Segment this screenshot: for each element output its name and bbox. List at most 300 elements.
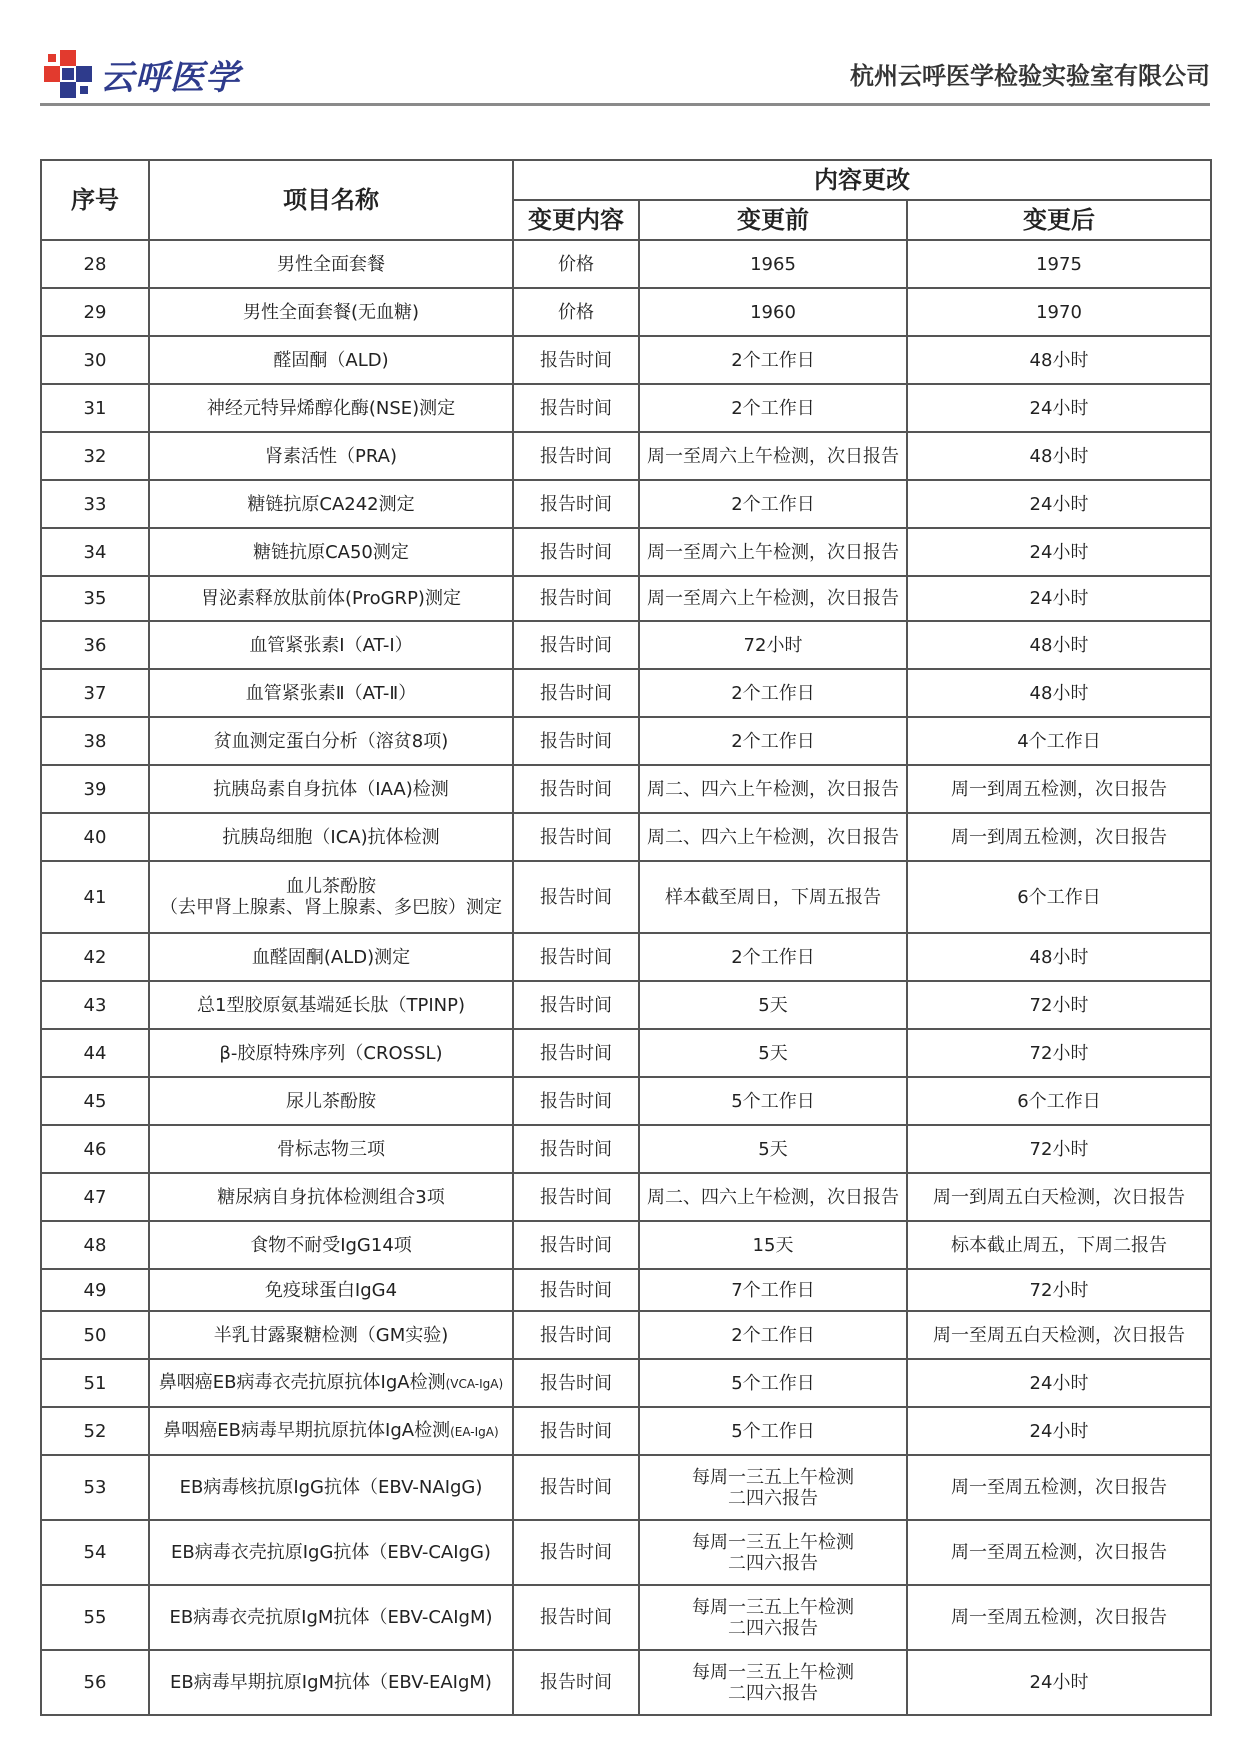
cell-before bbox=[639, 1173, 907, 1221]
header-divider bbox=[40, 103, 1210, 106]
cell-after-text: 周一到周五白天检测，次日报告 bbox=[933, 1186, 1185, 1208]
cell-change-text: 报告时间 bbox=[540, 588, 612, 609]
cell-index-text: 41 bbox=[83, 886, 107, 908]
cell-index-text: 45 bbox=[83, 1090, 107, 1112]
cell-name bbox=[149, 621, 513, 669]
cell-index-text: 31 bbox=[83, 397, 107, 419]
cell-name-text: 糖链抗原CA50测定 bbox=[253, 541, 409, 563]
cell-change-text: 报告时间 bbox=[540, 1420, 612, 1442]
cell-after bbox=[907, 981, 1211, 1029]
cell-before-text: 周二、四六上午检测，次日报告 bbox=[647, 778, 899, 800]
cell-name-text: （去甲肾上腺素、肾上腺素、多巴胺）测定 bbox=[160, 897, 502, 918]
table-row bbox=[41, 717, 1211, 765]
cell-change bbox=[513, 669, 639, 717]
cell-before-text: 5个工作日 bbox=[731, 1372, 815, 1394]
cell-change-text: 报告时间 bbox=[540, 1372, 612, 1394]
cell-change bbox=[513, 240, 639, 288]
cell-name-text: 血儿茶酚胺 bbox=[286, 876, 376, 897]
cell-after-text: 1975 bbox=[1036, 253, 1082, 275]
cell-change-text: 报告时间 bbox=[540, 826, 612, 848]
cell-name-text: 血醛固酮(ALD)测定 bbox=[251, 946, 411, 968]
cell-name bbox=[149, 288, 513, 336]
cell-index-text: 37 bbox=[83, 682, 107, 704]
cell-name bbox=[149, 1650, 513, 1715]
cell-index-text: 35 bbox=[83, 588, 107, 609]
cell-after bbox=[907, 1455, 1211, 1520]
cell-change-text: 报告时间 bbox=[540, 1186, 612, 1208]
cell-after bbox=[907, 1173, 1211, 1221]
cell-before-text: 周一至周六上午检测，次日报告 bbox=[647, 588, 899, 609]
cell-index bbox=[41, 1029, 149, 1077]
cell-change bbox=[513, 1585, 639, 1650]
cell-before bbox=[639, 336, 907, 384]
cell-name bbox=[149, 1077, 513, 1125]
cell-before bbox=[639, 1221, 907, 1269]
cell-after bbox=[907, 1125, 1211, 1173]
cell-name bbox=[149, 1173, 513, 1221]
cell-after bbox=[907, 288, 1211, 336]
cell-change bbox=[513, 621, 639, 669]
cell-name bbox=[149, 717, 513, 765]
cell-name-text: EB病毒衣壳抗原IgG抗体（EBV-CAIgG) bbox=[171, 1542, 491, 1563]
cell-index-text: 51 bbox=[83, 1372, 107, 1394]
cell-before-text: 2个工作日 bbox=[731, 946, 815, 968]
cell-before bbox=[639, 765, 907, 813]
cell-index-text: 30 bbox=[83, 349, 107, 371]
cell-before-text: 1960 bbox=[750, 301, 796, 323]
change-table bbox=[40, 159, 1212, 1716]
cell-index-text: 40 bbox=[83, 826, 107, 848]
cell-after bbox=[907, 336, 1211, 384]
cell-after bbox=[907, 528, 1211, 576]
cell-after bbox=[907, 432, 1211, 480]
cell-index-text: 33 bbox=[83, 493, 107, 515]
cell-before-text: 样本截至周日，下周五报告 bbox=[665, 886, 881, 908]
cell-index bbox=[41, 813, 149, 861]
cell-index bbox=[41, 981, 149, 1029]
cell-name bbox=[149, 813, 513, 861]
header-after: 变更后 bbox=[907, 200, 1211, 240]
table-row bbox=[41, 432, 1211, 480]
cell-index-text: 56 bbox=[83, 1672, 107, 1693]
cell-after-text: 48小时 bbox=[1029, 682, 1089, 704]
cell-after bbox=[907, 384, 1211, 432]
cell-after-text: 24小时 bbox=[1029, 397, 1089, 419]
cell-before-text: 周二、四六上午检测，次日报告 bbox=[647, 826, 899, 848]
cell-after-text: 周一至周五检测，次日报告 bbox=[951, 1607, 1167, 1628]
cell-before bbox=[639, 384, 907, 432]
cell-before-text: 每周一三五上午检测 bbox=[692, 1466, 854, 1488]
cell-before-text: 5天 bbox=[758, 994, 788, 1016]
cell-before-text: 7个工作日 bbox=[731, 1279, 815, 1301]
cell-name-text: EB病毒早期抗原IgM抗体（EBV-EAIgM) bbox=[170, 1672, 492, 1693]
cell-after bbox=[907, 813, 1211, 861]
cell-before-text: 1965 bbox=[750, 253, 796, 275]
cell-index-text: 52 bbox=[83, 1420, 107, 1442]
cell-name-text: EB病毒衣壳抗原IgM抗体（EBV-CAIgM) bbox=[169, 1607, 493, 1628]
cell-name-text: 骨标志物三项 bbox=[277, 1138, 385, 1160]
cell-before-text: 2个工作日 bbox=[731, 1324, 815, 1346]
cell-name-text: 尿儿茶酚胺 bbox=[286, 1090, 376, 1112]
cell-change-text: 报告时间 bbox=[540, 1090, 612, 1112]
cell-after-text: 周一至周五白天检测，次日报告 bbox=[933, 1324, 1185, 1346]
cell-after bbox=[907, 240, 1211, 288]
cell-name-text: 肾素活性（PRA) bbox=[265, 445, 397, 467]
cell-change bbox=[513, 1520, 639, 1585]
cell-before-text: 72小时 bbox=[743, 634, 803, 656]
cell-after-text: 周一至周五检测，次日报告 bbox=[951, 1542, 1167, 1563]
cell-before bbox=[639, 933, 907, 981]
cell-change-text: 报告时间 bbox=[540, 349, 612, 371]
cell-name-text: 血管紧张素Ⅰ（AT-Ⅰ） bbox=[249, 634, 413, 656]
cell-after-text: 周一到周五检测，次日报告 bbox=[951, 826, 1167, 848]
cell-name-text: 总1型胶原氨基端延长肽（TPINP) bbox=[197, 994, 465, 1016]
table-row bbox=[41, 621, 1211, 669]
cell-after-text: 72小时 bbox=[1029, 1279, 1089, 1301]
cell-change bbox=[513, 1125, 639, 1173]
cell-index-text: 44 bbox=[83, 1042, 107, 1064]
cell-after-text: 6个工作日 bbox=[1017, 886, 1101, 908]
cell-name-text: 胃泌素释放肽前体(ProGRP)测定 bbox=[201, 588, 461, 609]
cell-change-text: 报告时间 bbox=[540, 541, 612, 563]
cell-change-text: 报告时间 bbox=[540, 994, 612, 1016]
cell-index bbox=[41, 1359, 149, 1407]
cell-change-text: 报告时间 bbox=[540, 1324, 612, 1346]
cell-name-text: (VCA-IgA) bbox=[445, 1376, 504, 1391]
table-row bbox=[41, 576, 1211, 621]
cell-before-text: 2个工作日 bbox=[731, 397, 815, 419]
cell-change bbox=[513, 981, 639, 1029]
cell-index-text: 36 bbox=[83, 634, 107, 656]
cell-name bbox=[149, 1029, 513, 1077]
table-row bbox=[41, 861, 1211, 933]
cell-before-text: 周二、四六上午检测，次日报告 bbox=[647, 1186, 899, 1208]
cell-name bbox=[149, 1125, 513, 1173]
cell-before bbox=[639, 1311, 907, 1359]
cell-before bbox=[639, 1650, 907, 1715]
cell-after-text: 48小时 bbox=[1029, 445, 1089, 467]
cell-change-text: 报告时间 bbox=[540, 730, 612, 752]
cell-index bbox=[41, 1650, 149, 1715]
cell-name bbox=[149, 528, 513, 576]
cell-change-text: 报告时间 bbox=[540, 1234, 612, 1256]
cell-change-text: 报告时间 bbox=[540, 1672, 612, 1693]
cell-before bbox=[639, 288, 907, 336]
cell-change bbox=[513, 1221, 639, 1269]
cell-name-text: 糖链抗原CA242测定 bbox=[247, 493, 415, 515]
table-row bbox=[41, 1221, 1211, 1269]
cell-change bbox=[513, 717, 639, 765]
cell-before bbox=[639, 240, 907, 288]
cell-name-text: 血管紧张素Ⅱ（AT-Ⅱ） bbox=[245, 682, 417, 704]
cell-before bbox=[639, 981, 907, 1029]
cell-after bbox=[907, 861, 1211, 933]
cell-change-text: 报告时间 bbox=[540, 778, 612, 800]
cell-before bbox=[639, 717, 907, 765]
cell-before-text: 5个工作日 bbox=[731, 1420, 815, 1442]
cell-change bbox=[513, 1359, 639, 1407]
cell-name-text: 抗胰岛细胞（ICA)抗体检测 bbox=[222, 826, 440, 848]
cell-name bbox=[149, 669, 513, 717]
cell-change bbox=[513, 1455, 639, 1520]
cell-before bbox=[639, 1455, 907, 1520]
cell-change-text: 报告时间 bbox=[540, 946, 612, 968]
cell-index bbox=[41, 1077, 149, 1125]
table-row bbox=[41, 765, 1211, 813]
cell-name bbox=[149, 480, 513, 528]
header-change: 变更内容 bbox=[513, 200, 639, 240]
cell-after-text: 4个工作日 bbox=[1017, 730, 1101, 752]
table-row bbox=[41, 1173, 1211, 1221]
cell-before bbox=[639, 528, 907, 576]
cell-change bbox=[513, 1650, 639, 1715]
table-row bbox=[41, 336, 1211, 384]
cell-before-text: 5个工作日 bbox=[731, 1090, 815, 1112]
cell-name-text: 鼻咽癌EB病毒早期抗原抗体IgA检测 bbox=[163, 1419, 451, 1441]
cell-name bbox=[149, 336, 513, 384]
table-row bbox=[41, 288, 1211, 336]
cell-change-text: 报告时间 bbox=[540, 1279, 612, 1301]
cell-after bbox=[907, 621, 1211, 669]
cell-change bbox=[513, 288, 639, 336]
cell-change bbox=[513, 384, 639, 432]
cell-after bbox=[907, 1029, 1211, 1077]
cell-before-text: 每周一三五上午检测 bbox=[692, 1531, 854, 1553]
cell-before-text: 二四六报告 bbox=[728, 1552, 818, 1574]
table-row bbox=[41, 240, 1211, 288]
table-row bbox=[41, 1359, 1211, 1407]
cell-name bbox=[149, 933, 513, 981]
logo bbox=[40, 46, 240, 102]
cell-index bbox=[41, 861, 149, 933]
cell-index-text: 38 bbox=[83, 730, 107, 752]
cell-before-text: 二四六报告 bbox=[728, 1617, 818, 1639]
cell-change bbox=[513, 813, 639, 861]
cell-before bbox=[639, 621, 907, 669]
cell-index-text: 39 bbox=[83, 778, 107, 800]
cell-after-text: 24小时 bbox=[1029, 1420, 1089, 1442]
table-row bbox=[41, 813, 1211, 861]
cell-before bbox=[639, 813, 907, 861]
cell-index bbox=[41, 1585, 149, 1650]
cell-before bbox=[639, 1077, 907, 1125]
cell-change-text: 报告时间 bbox=[540, 1477, 612, 1498]
table-row bbox=[41, 1311, 1211, 1359]
cell-index bbox=[41, 1125, 149, 1173]
table-row bbox=[41, 1650, 1211, 1715]
cell-name-text: 神经元特异烯醇化酶(NSE)测定 bbox=[206, 397, 456, 419]
cell-after-text: 72小时 bbox=[1029, 994, 1089, 1016]
cell-change bbox=[513, 861, 639, 933]
cell-after bbox=[907, 576, 1211, 621]
cell-after bbox=[907, 765, 1211, 813]
company-name: 杭州云呼医学检验实验室有限公司 bbox=[850, 62, 1210, 90]
cell-index bbox=[41, 432, 149, 480]
cell-after bbox=[907, 1407, 1211, 1455]
cell-before-text: 2个工作日 bbox=[731, 730, 815, 752]
cell-before-text: 2个工作日 bbox=[731, 349, 815, 371]
cell-index-text: 28 bbox=[83, 253, 107, 275]
cell-before-text: 二四六报告 bbox=[728, 1682, 818, 1704]
cell-name bbox=[149, 1455, 513, 1520]
cell-index bbox=[41, 1311, 149, 1359]
cell-after-text: 72小时 bbox=[1029, 1042, 1089, 1064]
cell-name-text: 食物不耐受IgG14项 bbox=[250, 1234, 412, 1256]
cell-name bbox=[149, 981, 513, 1029]
cell-index-text: 55 bbox=[83, 1607, 107, 1628]
table-row bbox=[41, 1269, 1211, 1311]
cell-index-text: 48 bbox=[83, 1234, 107, 1256]
cell-before-text: 周一至周六上午检测，次日报告 bbox=[647, 541, 899, 563]
page-header bbox=[40, 40, 1210, 104]
cell-change bbox=[513, 1269, 639, 1311]
cell-before-text: 2个工作日 bbox=[731, 493, 815, 515]
table-row bbox=[41, 933, 1211, 981]
cell-before-text: 5天 bbox=[758, 1042, 788, 1064]
cell-index-text: 47 bbox=[83, 1186, 107, 1208]
cell-before bbox=[639, 1359, 907, 1407]
cell-index bbox=[41, 384, 149, 432]
table-row bbox=[41, 1455, 1211, 1520]
cell-name bbox=[149, 861, 513, 933]
cell-index-text: 29 bbox=[83, 301, 107, 323]
cell-index-text: 32 bbox=[83, 445, 107, 467]
cell-name bbox=[149, 576, 513, 621]
cell-index bbox=[41, 933, 149, 981]
cell-after bbox=[907, 1221, 1211, 1269]
cell-index-text: 46 bbox=[83, 1138, 107, 1160]
cell-change bbox=[513, 1077, 639, 1125]
cell-change bbox=[513, 1311, 639, 1359]
header-name: 项目名称 bbox=[149, 160, 513, 240]
cell-name-text: 糖尿病自身抗体检测组合3项 bbox=[217, 1186, 445, 1208]
cell-after-text: 24小时 bbox=[1029, 541, 1089, 563]
cell-after-text: 48小时 bbox=[1029, 946, 1089, 968]
cell-index bbox=[41, 669, 149, 717]
cell-name-text: 贫血测定蛋白分析（溶贫8项) bbox=[213, 730, 449, 752]
cell-change-text: 报告时间 bbox=[540, 1607, 612, 1628]
cell-before bbox=[639, 1585, 907, 1650]
cell-index bbox=[41, 528, 149, 576]
cell-change bbox=[513, 576, 639, 621]
cell-after bbox=[907, 669, 1211, 717]
logo-text: 云呼医学 bbox=[100, 57, 240, 98]
cell-after-text: 1970 bbox=[1036, 301, 1082, 323]
cell-after bbox=[907, 933, 1211, 981]
table-row bbox=[41, 480, 1211, 528]
logo-cross-icon bbox=[40, 46, 96, 102]
cell-before bbox=[639, 1125, 907, 1173]
cell-after-text: 24小时 bbox=[1029, 1672, 1089, 1693]
cell-index bbox=[41, 765, 149, 813]
cell-change bbox=[513, 432, 639, 480]
cell-index bbox=[41, 717, 149, 765]
table-row bbox=[41, 669, 1211, 717]
cell-index bbox=[41, 1269, 149, 1311]
cell-name bbox=[149, 1520, 513, 1585]
cell-index bbox=[41, 336, 149, 384]
cell-after-text: 24小时 bbox=[1029, 588, 1089, 609]
cell-name-text: 免疫球蛋白IgG4 bbox=[264, 1279, 398, 1301]
cell-before bbox=[639, 432, 907, 480]
cell-before bbox=[639, 480, 907, 528]
table-row bbox=[41, 528, 1211, 576]
cell-before bbox=[639, 1269, 907, 1311]
cell-after-text: 48小时 bbox=[1029, 349, 1089, 371]
cell-change-text: 价格 bbox=[558, 301, 594, 323]
header-group: 内容更改 bbox=[513, 160, 1211, 200]
cell-change-text: 报告时间 bbox=[540, 445, 612, 467]
cell-before-text: 周一至周六上午检测，次日报告 bbox=[647, 445, 899, 467]
cell-name bbox=[149, 1269, 513, 1311]
cell-index bbox=[41, 1173, 149, 1221]
cell-name-text: 鼻咽癌EB病毒衣壳抗原抗体IgA检测 bbox=[158, 1371, 446, 1393]
cell-index-text: 53 bbox=[83, 1477, 107, 1498]
cell-after-text: 24小时 bbox=[1029, 493, 1089, 515]
cell-name-text: 半乳甘露聚糖检测（GM实验) bbox=[213, 1324, 449, 1346]
cell-index-text: 34 bbox=[83, 541, 107, 563]
cell-change bbox=[513, 1407, 639, 1455]
cell-after bbox=[907, 1311, 1211, 1359]
cell-name bbox=[149, 1359, 513, 1407]
cell-index bbox=[41, 240, 149, 288]
cell-before-text: 每周一三五上午检测 bbox=[692, 1596, 854, 1618]
cell-index bbox=[41, 576, 149, 621]
table-row bbox=[41, 1029, 1211, 1077]
cell-change-text: 报告时间 bbox=[540, 493, 612, 515]
cell-after-text: 24小时 bbox=[1029, 1372, 1089, 1394]
cell-after-text: 72小时 bbox=[1029, 1138, 1089, 1160]
cell-change-text: 报告时间 bbox=[540, 1138, 612, 1160]
cell-name-text: (EA-IgA) bbox=[450, 1424, 499, 1439]
cell-name bbox=[149, 1221, 513, 1269]
cell-before bbox=[639, 669, 907, 717]
cell-change bbox=[513, 528, 639, 576]
cell-name-text: 抗胰岛素自身抗体（IAA)检测 bbox=[213, 778, 449, 800]
cell-change-text: 报告时间 bbox=[540, 1042, 612, 1064]
cell-name bbox=[149, 384, 513, 432]
cell-name-text: β-胶原特殊序列（CROSSL) bbox=[219, 1042, 443, 1064]
cell-name bbox=[149, 432, 513, 480]
cell-after bbox=[907, 1077, 1211, 1125]
cell-name bbox=[149, 240, 513, 288]
cell-after-text: 周一至周五检测，次日报告 bbox=[951, 1477, 1167, 1498]
cell-index bbox=[41, 621, 149, 669]
cell-change bbox=[513, 1173, 639, 1221]
cell-name bbox=[149, 1311, 513, 1359]
table-body bbox=[41, 240, 1211, 1715]
cell-change bbox=[513, 480, 639, 528]
cell-after bbox=[907, 1269, 1211, 1311]
cell-before bbox=[639, 576, 907, 621]
cell-change bbox=[513, 1029, 639, 1077]
cell-before bbox=[639, 1407, 907, 1455]
cell-after bbox=[907, 1359, 1211, 1407]
table-row bbox=[41, 1585, 1211, 1650]
cell-index bbox=[41, 288, 149, 336]
table-row bbox=[41, 1520, 1211, 1585]
cell-index bbox=[41, 1455, 149, 1520]
cell-name bbox=[149, 1407, 513, 1455]
cell-before bbox=[639, 1520, 907, 1585]
cell-change bbox=[513, 336, 639, 384]
cell-index-text: 50 bbox=[83, 1324, 107, 1346]
cell-after bbox=[907, 717, 1211, 765]
cell-before-text: 二四六报告 bbox=[728, 1487, 818, 1509]
cell-change-text: 报告时间 bbox=[540, 634, 612, 656]
cell-change bbox=[513, 933, 639, 981]
cell-name-text: EB病毒核抗原IgG抗体（EBV-NAIgG) bbox=[179, 1477, 483, 1498]
